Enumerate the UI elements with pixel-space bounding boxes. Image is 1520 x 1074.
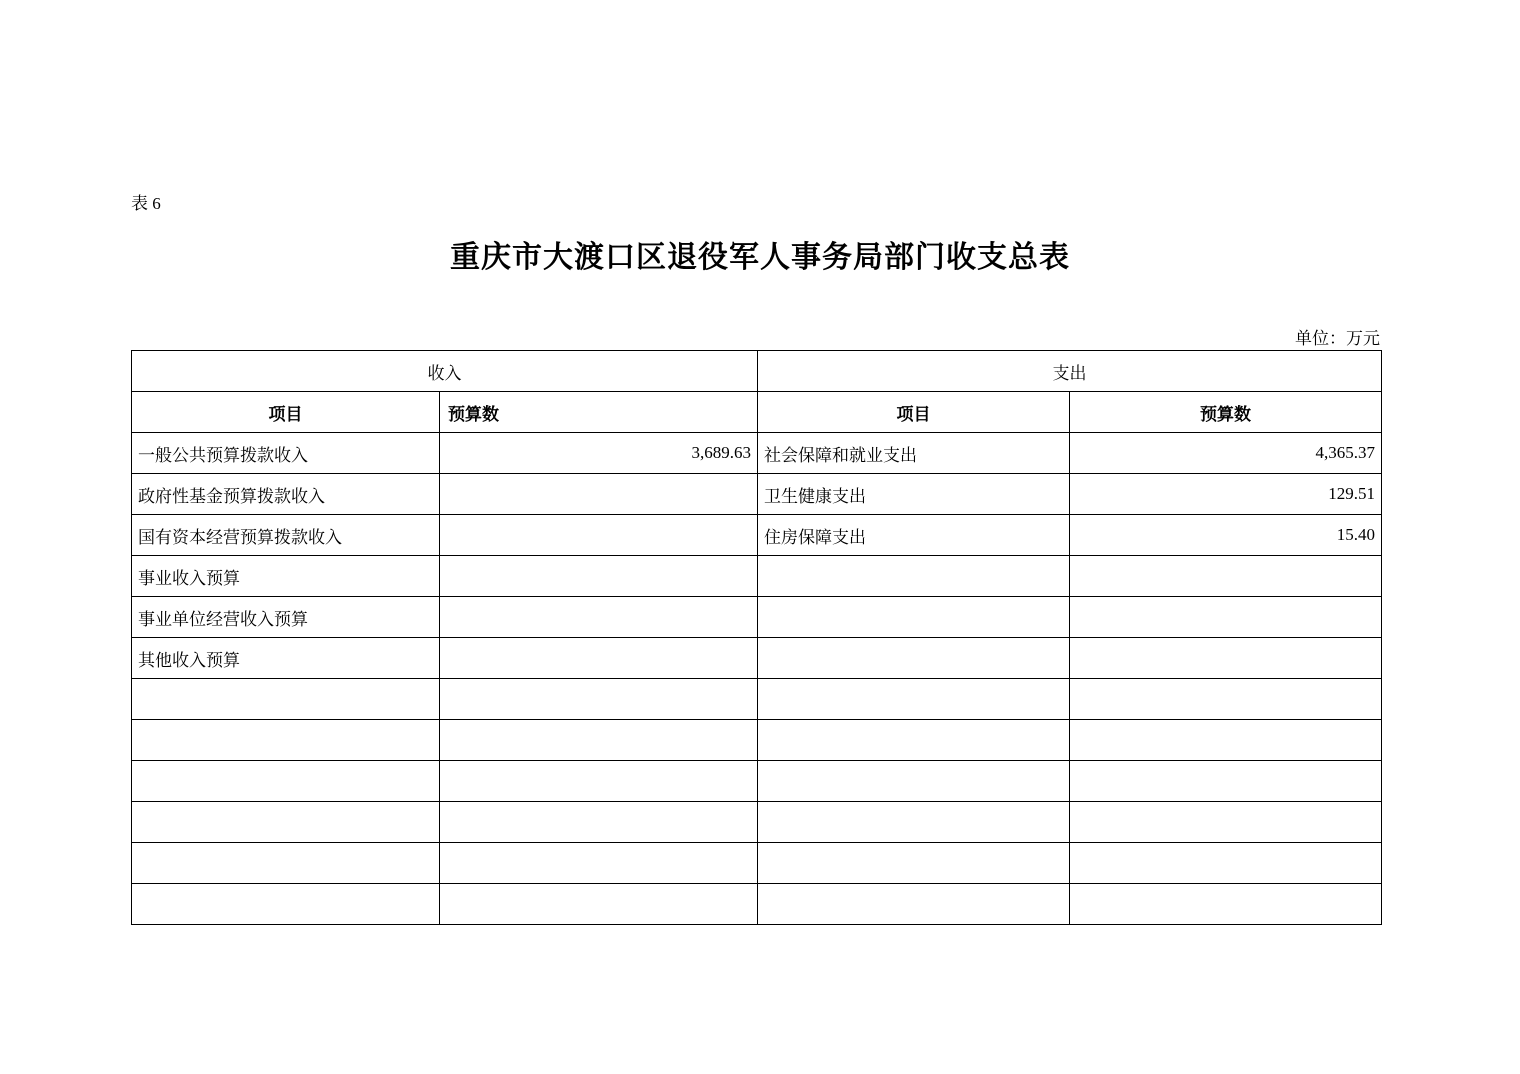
cell-expenditure-item [758, 720, 1070, 761]
cell-income-item: 事业单位经营收入预算 [132, 597, 440, 638]
cell-expenditure-budget: 15.40 [1070, 515, 1382, 556]
cell-income-item [132, 761, 440, 802]
cell-expenditure-item [758, 597, 1070, 638]
cell-expenditure-item [758, 802, 1070, 843]
page-title: 重庆市大渡口区退役军人事务局部门收支总表 [450, 241, 1070, 274]
column-header-income-item: 项目 [132, 392, 440, 433]
cell-income-budget [440, 515, 758, 556]
group-header-income: 收入 [132, 351, 758, 392]
column-header-expenditure-budget: 预算数 [1070, 392, 1382, 433]
cell-income-item: 其他收入预算 [132, 638, 440, 679]
cell-income-item: 一般公共预算拨款收入 [132, 433, 440, 474]
table-row [132, 843, 1382, 884]
cell-expenditure-budget [1070, 802, 1382, 843]
cell-expenditure-budget [1070, 679, 1382, 720]
cell-income-item [132, 843, 440, 884]
column-header-expenditure-item: 项目 [758, 392, 1070, 433]
cell-expenditure-item [758, 761, 1070, 802]
cell-income-budget [440, 638, 758, 679]
table-row [132, 638, 1382, 679]
table-column-header-row [132, 392, 1382, 433]
cell-income-item: 国有资本经营预算拨款收入 [132, 515, 440, 556]
cell-income-item [132, 679, 440, 720]
table-row [132, 597, 1382, 638]
cell-expenditure-item [758, 843, 1070, 884]
cell-expenditure-budget [1070, 843, 1382, 884]
cell-expenditure-budget: 129.51 [1070, 474, 1382, 515]
cell-income-budget [440, 720, 758, 761]
cell-expenditure-budget [1070, 720, 1382, 761]
cell-expenditure-item [758, 679, 1070, 720]
cell-income-item [132, 884, 440, 925]
cell-income-item [132, 802, 440, 843]
cell-income-budget [440, 761, 758, 802]
cell-expenditure-item: 卫生健康支出 [758, 474, 1070, 515]
cell-expenditure-item [758, 556, 1070, 597]
table-row [132, 556, 1382, 597]
group-header-expenditure: 支出 [758, 351, 1382, 392]
table-row [132, 679, 1382, 720]
unit-note: 单位：万元 [1295, 329, 1380, 348]
cell-expenditure-item [758, 638, 1070, 679]
cell-income-item: 事业收入预算 [132, 556, 440, 597]
cell-income-budget [440, 597, 758, 638]
column-header-income-budget: 预算数 [440, 392, 758, 433]
cell-income-budget [440, 802, 758, 843]
table-row [132, 474, 1382, 515]
cell-expenditure-item: 社会保障和就业支出 [758, 433, 1070, 474]
table-row [132, 720, 1382, 761]
cell-income-budget [440, 556, 758, 597]
cell-expenditure-budget [1070, 884, 1382, 925]
cell-expenditure-budget [1070, 761, 1382, 802]
cell-expenditure-item: 住房保障支出 [758, 515, 1070, 556]
cell-expenditure-budget: 4,365.37 [1070, 433, 1382, 474]
cell-income-budget: 3,689.63 [440, 433, 758, 474]
cell-expenditure-budget [1070, 638, 1382, 679]
cell-income-item [132, 720, 440, 761]
table-row [132, 515, 1382, 556]
table-row [132, 433, 1382, 474]
table-group-header-row [132, 351, 1382, 392]
cell-income-budget [440, 884, 758, 925]
cell-income-budget [440, 474, 758, 515]
table-row [132, 761, 1382, 802]
cell-expenditure-budget [1070, 556, 1382, 597]
cell-income-budget [440, 679, 758, 720]
cell-expenditure-budget [1070, 597, 1382, 638]
cell-expenditure-item [758, 884, 1070, 925]
table-row [132, 884, 1382, 925]
cell-income-item: 政府性基金预算拨款收入 [132, 474, 440, 515]
table-row [132, 802, 1382, 843]
table-label: 表 6 [131, 194, 161, 213]
budget-summary-table [131, 350, 1382, 925]
cell-income-budget [440, 843, 758, 884]
